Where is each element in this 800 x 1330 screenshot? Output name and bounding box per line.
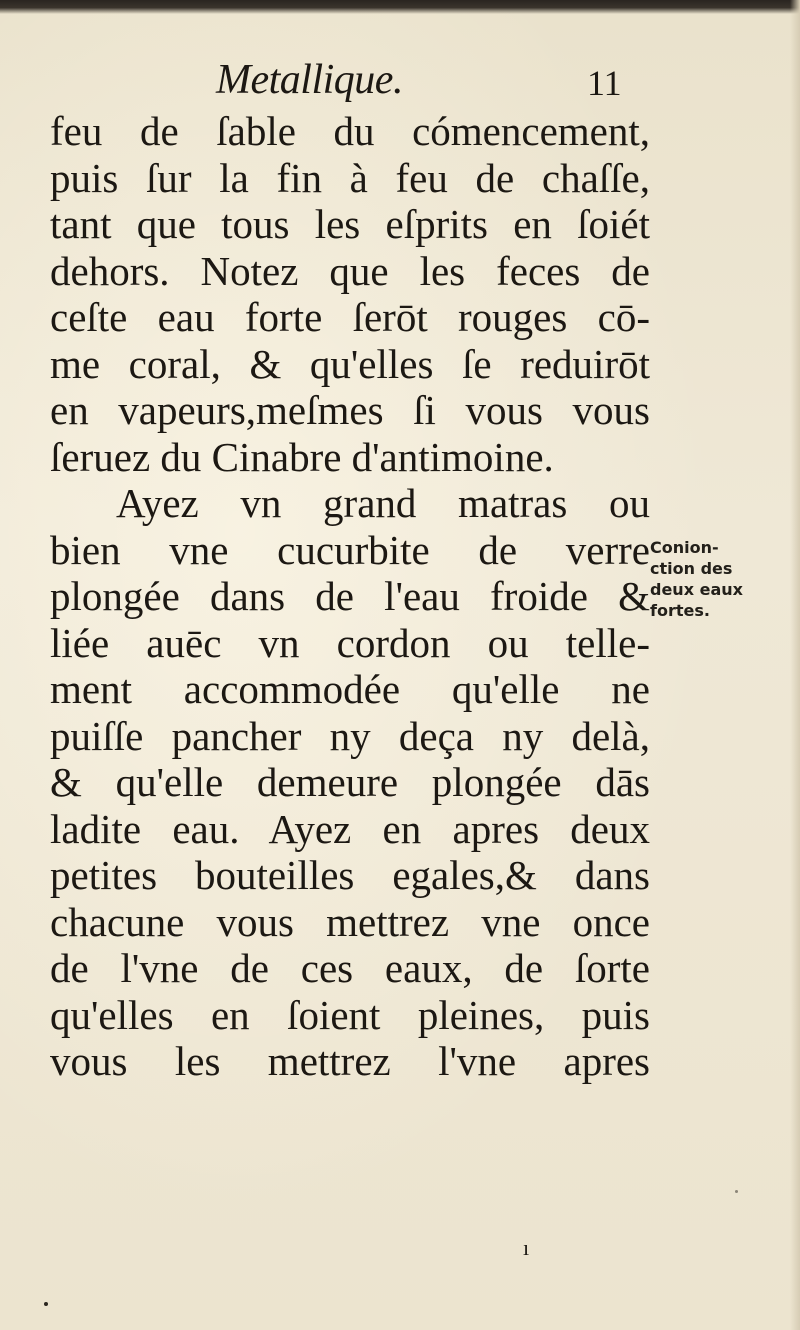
text-line: puis ſur la fin à feu de chaſſe, [50, 154, 650, 201]
text-line: ceſte eau forte ſerōt rouges cō- [50, 294, 650, 340]
text-line: liée auēc vn cordon ou telle- [50, 619, 650, 666]
text-line: chacune vous mettrez vne once [50, 898, 650, 945]
text-line: tant que tous les eſprits en ſoiét [50, 201, 650, 247]
text-line: plongée dans de l'eau froide & [50, 573, 650, 619]
text-line: de l'vne de ces eaux, de ſorte [50, 945, 650, 991]
text-line: feu de ſable du cómencement, [50, 108, 650, 154]
margin-note-line: ction des [650, 559, 733, 578]
body-text [50, 108, 650, 1085]
text-line: vous les mettrez l'vne apres [50, 1038, 650, 1084]
text-line: qu'elles en ſoient pleines, puis [50, 991, 650, 1038]
text-line: bien vne cucurbite de verre [50, 526, 650, 573]
ink-speck [735, 1190, 738, 1193]
page-number: 11 [587, 63, 622, 103]
margin-note [650, 537, 780, 621]
page-top-edge [0, 0, 800, 14]
text-line: & qu'elle demeure plongée dās [50, 759, 650, 805]
ink-speck [44, 1302, 48, 1306]
running-title: Metallique. [216, 57, 403, 103]
text-line: ment accommodée qu'elle ne [50, 666, 650, 712]
running-head [0, 52, 800, 112]
margin-note-line: deux eaux [650, 580, 743, 599]
text-line: en vapeurs,meſmes ſi vous vous [50, 387, 650, 433]
text-line: ſeruez du Cinabre d'antimoine. [50, 433, 554, 480]
page-right-edge [790, 0, 800, 1330]
signature-mark: ı [523, 1235, 530, 1260]
text-line: me coral, & qu'elles ſe reduirōt [50, 340, 650, 387]
text-line: puiſſe pancher ny deça ny delà, [50, 712, 650, 759]
text-line: dehors. Notez que les feces de [50, 247, 650, 294]
text-line: petites bouteilles egales,& dans [50, 852, 650, 898]
text-line-paragraph-start: Ayez vn grand matras ou [116, 480, 650, 526]
margin-note-line: Conion- [650, 538, 719, 557]
margin-note-line: fortes. [650, 601, 710, 620]
text-line: ladite eau. Ayez en apres deux [50, 805, 650, 852]
